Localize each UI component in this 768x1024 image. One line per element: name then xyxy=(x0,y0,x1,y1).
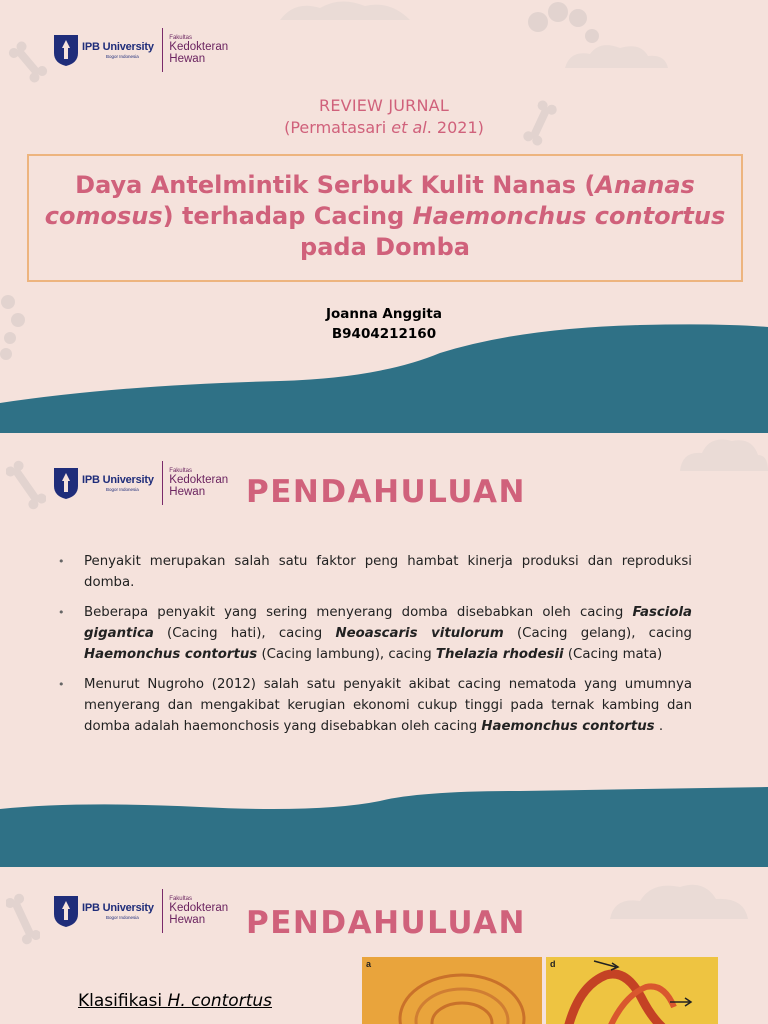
university-name: IPB University xyxy=(82,902,154,914)
logo-divider xyxy=(162,28,164,72)
bullet-text: Penyakit merupakan salah satu faktor peng hambat kinerja produksi dan reproduksi domba. xyxy=(84,554,692,590)
species-name: Neoascaris vitulorum xyxy=(335,626,504,641)
coiled-worm-image xyxy=(362,957,542,1024)
worm-photo-d xyxy=(546,957,718,1024)
species-name: H. contortus xyxy=(167,991,272,1011)
species-name: Fasciola gigantica xyxy=(84,605,692,641)
title-species: Haemonchus contortus xyxy=(412,202,726,230)
ipb-seal-icon xyxy=(52,33,80,67)
title-species: Ananas comosus xyxy=(44,171,695,230)
institution-logo xyxy=(52,461,228,505)
species-name: Haemonchus contortus xyxy=(481,719,655,734)
bone-icon xyxy=(6,889,40,949)
ipb-seal-icon xyxy=(52,894,80,928)
university-name: IPB University xyxy=(82,41,154,53)
photo-label: a xyxy=(366,959,372,969)
worm-image xyxy=(546,957,718,1024)
bullet-text: (Cacing gelang), cacing xyxy=(503,626,692,641)
cloud-icon xyxy=(660,433,768,473)
list-item xyxy=(58,551,692,593)
citation-etal: et al xyxy=(391,118,427,137)
university-subtitle: Bogor Indonesia xyxy=(106,54,139,59)
worm-photo-a xyxy=(362,957,542,1024)
title-text: ) terhadap Cacing xyxy=(162,202,413,230)
faculty-label: Fakultas xyxy=(169,895,192,902)
ipb-seal-icon xyxy=(52,466,80,500)
review-label: REVIEW JURNAL xyxy=(319,96,449,115)
species-name: Haemonchus contortus xyxy=(84,647,258,662)
author-id: B9404212160 xyxy=(331,326,437,342)
faculty-name-line2: Hewan xyxy=(169,486,206,499)
citation xyxy=(0,118,768,137)
title-text: Daya Antelmintik Serbuk Kulit Nanas ( xyxy=(75,171,596,199)
faculty-name-line1: Kedokteran xyxy=(169,41,229,54)
bone-icon xyxy=(6,455,46,515)
institution-logo xyxy=(52,889,228,933)
bullet-text: Beberapa penyakit yang sering menyerang domba disebabkan oleh cacing xyxy=(84,605,633,620)
journal-title-box xyxy=(27,154,743,282)
classification-text: Klasifikasi xyxy=(78,991,168,1011)
bullet-text: (Cacing mata) xyxy=(563,647,663,662)
photo-label: d xyxy=(550,959,556,969)
bullet-text: (Cacing hati), cacing xyxy=(153,626,336,641)
cloud-icon xyxy=(560,40,670,70)
species-name: Thelazia rhodesii xyxy=(435,647,564,662)
institution-logo xyxy=(52,28,228,72)
teal-wave xyxy=(0,787,768,867)
faculty-name-line2: Hewan xyxy=(169,914,206,927)
list-item xyxy=(58,674,692,737)
section-heading: PENDAHULUAN xyxy=(246,474,526,510)
cloud-icon xyxy=(600,877,750,921)
university-subtitle: Bogor Indonesia xyxy=(106,915,139,920)
cloud-icon xyxy=(280,0,410,22)
author-name: Joanna Anggita xyxy=(325,306,442,322)
section-heading: PENDAHULUAN xyxy=(246,905,526,941)
slide-classification xyxy=(0,867,768,1024)
bullet-list xyxy=(58,551,692,746)
teal-wave xyxy=(0,323,768,433)
citation-year: . 2021) xyxy=(426,118,484,137)
faculty-name-line2: Hewan xyxy=(169,53,206,66)
university-name: IPB University xyxy=(82,474,154,486)
faculty-label: Fakultas xyxy=(169,467,192,474)
list-item xyxy=(58,602,692,665)
faculty-name-line1: Kedokteran xyxy=(169,902,229,915)
university-subtitle: Bogor Indonesia xyxy=(106,487,139,492)
citation-author: (Permatasari xyxy=(284,118,392,137)
faculty-name-line1: Kedokteran xyxy=(169,474,229,487)
logo-divider xyxy=(162,461,164,505)
title-text: pada Domba xyxy=(300,233,470,261)
slide-introduction xyxy=(0,433,768,867)
bone-icon xyxy=(8,40,48,85)
bullet-text: (Cacing lambung), cacing xyxy=(257,647,436,662)
faculty-label: Fakultas xyxy=(169,34,192,41)
classification-label xyxy=(78,991,272,1011)
bullet-text: . xyxy=(654,719,664,734)
bullet-text: Menurut Nugroho (2012) salah satu penyakit akibat cacing nematoda yang umumnya menyerang dan mengakibat kerugian ekonomi cukup tinggi pada ternak kambing dan domba adalah haemonchosis yang disebabkan oleh cacing xyxy=(84,677,692,734)
slide-title xyxy=(0,0,768,433)
logo-divider xyxy=(162,889,164,933)
